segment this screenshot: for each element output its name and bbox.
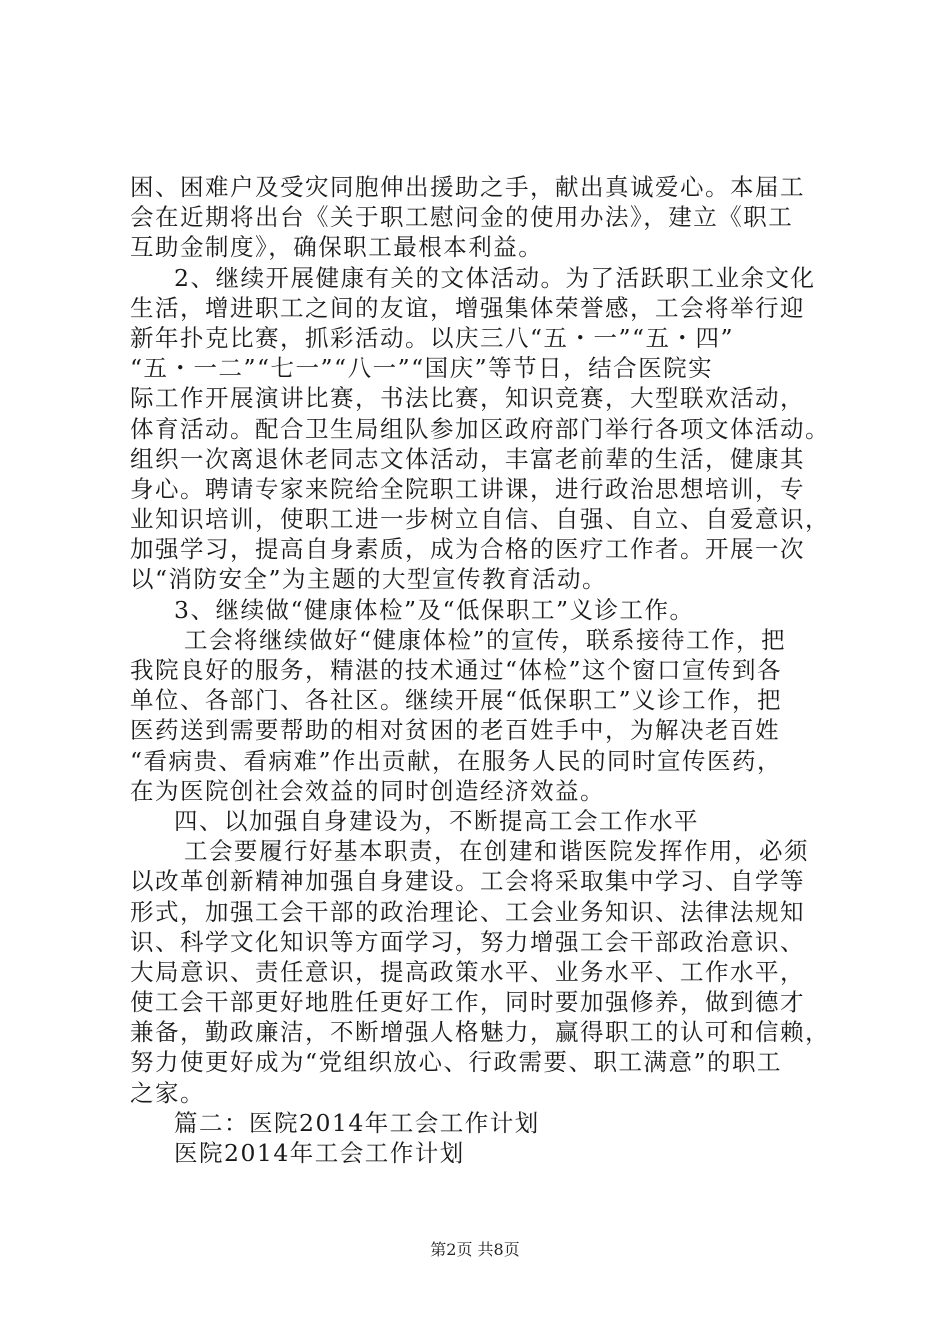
body-text-line: 互助金制度》，确保职工最根本利益。	[130, 233, 544, 261]
body-text-line: 单位、各部门、各社区。继续开展“低保职工”义诊工作，把	[130, 686, 783, 714]
body-text-line: “五・一二”“七一”“八一”“国庆”等节日，结合医院实	[130, 354, 714, 382]
body-text-line: 加强学习，提高自身素质，成为合格的医疗工作者。开展一次	[130, 535, 805, 563]
body-text-line: 使工会干部更好地胜任更好工作，同时要加强修养，做到德才	[130, 988, 805, 1016]
section-heading: 四、以加强自身建设为，不断提高工会工作水平	[174, 807, 699, 835]
body-text-line: “看病贵、看病难”作出贡献，在服务人民的同时宣传医药，	[130, 747, 783, 775]
body-text-line: 体育活动。配合卫生局组队参加区政府部门举行各项文体活动。	[130, 415, 830, 443]
body-text-line: 际工作开展演讲比赛，书法比赛，知识竞赛，大型联欢活动，	[130, 384, 805, 412]
body-text-line: 兼备，勤政廉洁，不断增强人格魅力，赢得职工的认可和信赖，	[130, 1018, 830, 1046]
body-text-line: 会在近期将出台《关于职工慰问金的使用办法》，建立《职工	[130, 203, 794, 231]
body-text-line: 努力使更好成为“党组织放心、行政需要、职工满意”的职工	[130, 1048, 783, 1076]
body-text-line: 新年扑克比赛，抓彩活动。以庆三八“五・一”“五・四”	[130, 324, 735, 352]
body-text-line: 之家。	[130, 1079, 205, 1107]
body-text-line: 3、继续做“健康体检”及“低保职工”义诊工作。	[174, 596, 695, 624]
document-title: 医院2014年工会工作计划	[174, 1139, 465, 1167]
part-title: 篇二：医院2014年工会工作计划	[174, 1109, 540, 1137]
body-text-line: 大局意识、责任意识，提高政策水平、业务水平、工作水平，	[130, 958, 805, 986]
body-text-line: 我院良好的服务，精湛的技术通过“体检”这个窗口宣传到各	[130, 656, 783, 684]
body-text-line: 组织一次离退休老同志文体活动，丰富老前辈的生活，健康其	[130, 445, 805, 473]
body-text-line: 困、困难户及受灾同胞伸出援助之手，献出真诚爱心。本届工	[130, 173, 805, 201]
body-text-line: 形式，加强工会干部的政治理论、工会业务知识、法律法规知	[130, 898, 805, 926]
body-text-line: 以改革创新精神加强自身建设。工会将采取集中学习、自学等	[130, 867, 805, 895]
body-text-line: 业知识培训，使职工进一步树立自信、自强、自立、自爱意识，	[130, 505, 830, 533]
body-text-line: 医药送到需要帮助的相对贫困的老百姓手中，为解决老百姓	[130, 716, 780, 744]
body-text-line: 识、科学文化知识等方面学习，努力增强工会干部政治意识、	[130, 928, 805, 956]
body-text-line: 在为医院创社会效益的同时创造经济效益。	[130, 777, 605, 805]
body-text-line: 生活，增进职工之间的友谊，增强集体荣誉感，工会将举行迎	[130, 294, 805, 322]
body-text-line: 以“消防安全”为主题的大型宣传教育活动。	[130, 565, 608, 593]
body-text-line: 工会要履行好基本职责，在创建和谐医院发挥作用，必须	[184, 837, 809, 865]
body-text-line: 工会将继续做好“健康体检”的宣传，联系接待工作，把	[184, 626, 787, 654]
page-number-footer: 第2页 共8页	[430, 1240, 520, 1259]
body-text-line: 2、继续开展健康有关的文体活动。为了活跃职工业余文化	[174, 264, 816, 292]
body-text-line: 身心。聘请专家来院给全院职工讲课，进行政治思想培训，专	[130, 475, 805, 503]
